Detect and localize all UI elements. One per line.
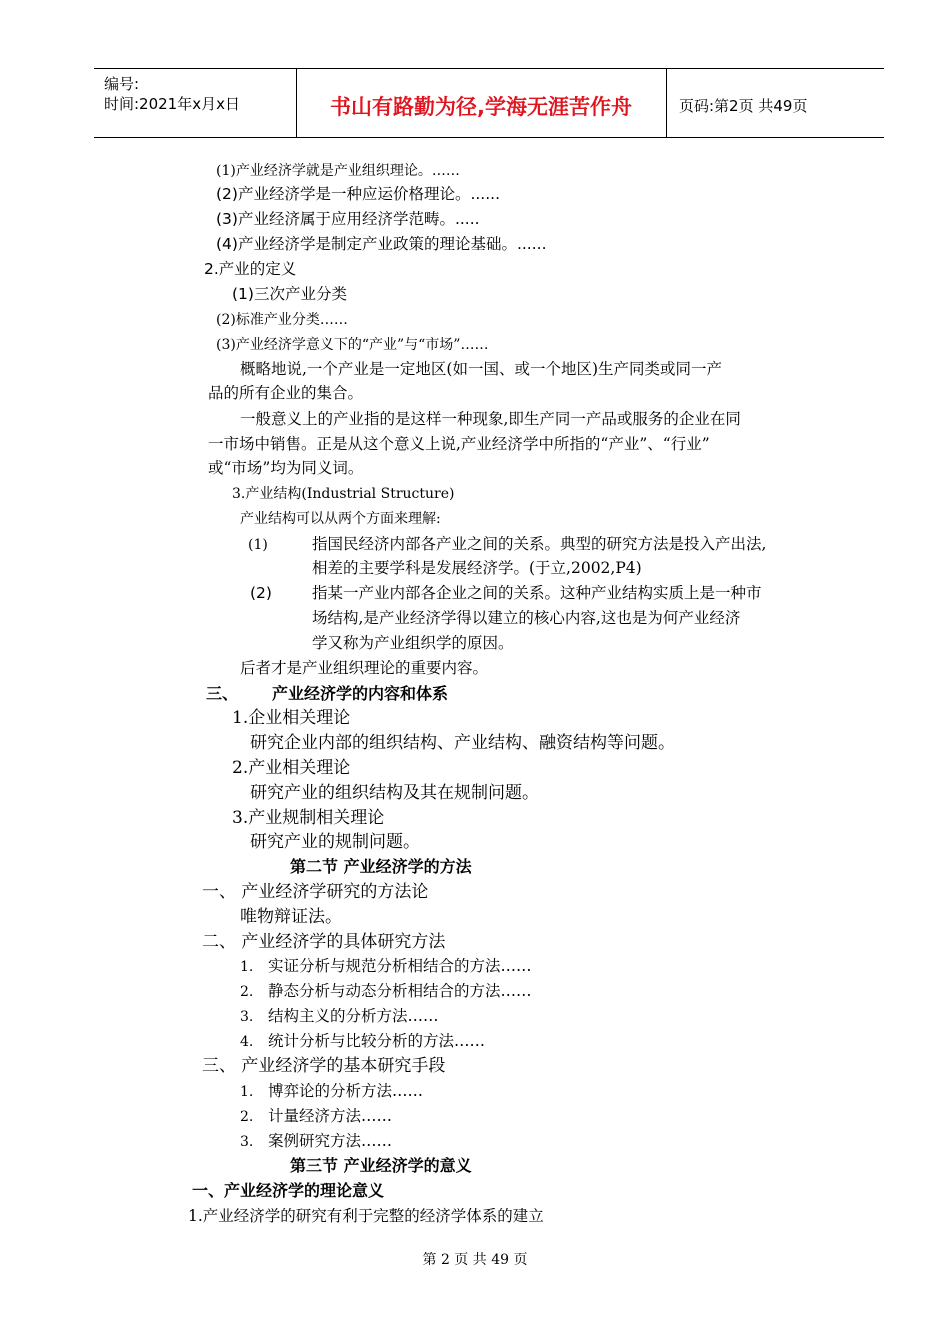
subsection-heading: 2.产业相关理论 [232, 758, 351, 778]
body-line: 指国民经济内部各产业之间的关系。典型的研究方法是投入产出法, [312, 535, 767, 553]
list-number: (1) [248, 537, 268, 553]
list-item: 静态分析与动态分析相结合的方法…… [268, 982, 532, 1000]
body-text: 均为同义词。 [270, 459, 364, 477]
body-line: 产业结构可以从两个方面来理解: [240, 511, 441, 527]
body-line: 一般意义上的产业指的是这样一种现象,即生产同一产品或服务的企业在同 [240, 410, 741, 428]
body-line: (1)产业经济学就是产业组织理论。…… [216, 163, 460, 179]
body-line: 唯物辩证法。 [240, 907, 342, 927]
header-page-cell [667, 69, 884, 137]
section-heading: 一、产业经济学的理论意义 [192, 1181, 385, 1200]
list-number: 3. [240, 1009, 254, 1025]
body-line: (1)三次产业分类 [232, 285, 347, 303]
body-line: 指某一产业内部各企业之间的关系。这种产业结构实质上是一种市 [312, 584, 762, 602]
header-page-info: 页码:第2页 共49页 [679, 97, 808, 115]
header-motto: 书山有路勤为径,学海无涯苦作舟 [330, 95, 632, 119]
list-number: 2. [240, 984, 254, 1000]
list-number: 3. [240, 1134, 254, 1150]
section-heading: 二、 产业经济学的具体研究方法 [202, 932, 446, 952]
list-item: 实证分析与规范分析相结合的方法…… [268, 957, 532, 975]
body-text: 或“市场” [208, 459, 271, 477]
subsection-heading: 3.产业规制相关理论 [232, 808, 385, 828]
list-number: 1. [240, 959, 254, 975]
list-number: 1. [240, 1084, 254, 1100]
body-line: 一市场中销售。正是从这个意义上说,产业经济学中所指的“产业”、“行业” [208, 435, 710, 453]
list-item: 结构主义的分析方法…… [268, 1007, 439, 1025]
body-line: (2)标准产业分类…… [216, 312, 348, 328]
body-line: (2)产业经济学是一种应运价格理论。...... [216, 185, 501, 203]
section-heading: 三、 产业经济学的基本研究手段 [202, 1056, 446, 1076]
header-motto-cell [296, 69, 667, 137]
body-line: 研究产业的组织结构及其在规制问题。 [250, 783, 539, 803]
list-item: 统计分析与比较分析的方法…… [268, 1032, 486, 1050]
body-line: 学又称为产业组织学的原因。 [312, 634, 514, 652]
page-footer: 第 2 页 共 49 页 [422, 1252, 528, 1268]
section-heading: 2.产业的定义 [204, 260, 297, 278]
list-item: 计量经济方法…… [268, 1107, 393, 1125]
list-number: (2) [250, 584, 272, 602]
section-number: 三、 [206, 684, 239, 703]
body-line: (3)产业经济属于应用经济学范畴。..... [216, 210, 480, 228]
body-line: (3)产业经济学意义下的“产业”与“市场”…… [216, 337, 489, 353]
section-heading: 产业经济学的内容和体系 [272, 684, 449, 703]
list-number: 2. [240, 1109, 254, 1125]
body-line: 相差的主要学科是发展经济学。(于立,2002,P4) [312, 559, 642, 577]
document-number-label: 编号: [104, 75, 140, 93]
section-heading: 3.产业结构(Industrial Structure) [232, 486, 455, 502]
body-line: 后者才是产业组织理论的重要内容。 [240, 659, 489, 677]
body-line: 场结构,是产业经济学得以建立的核心内容,这也是为何产业经济 [312, 609, 741, 627]
body-line: 品的所有企业的集合。 [208, 384, 364, 402]
body-line: 研究企业内部的组织结构、产业结构、融资结构等问题。 [250, 733, 675, 753]
page-header [94, 68, 884, 138]
header-meta-cell [94, 69, 297, 137]
chapter-heading: 第二节 产业经济学的方法 [290, 857, 472, 876]
body-line: (4)产业经济学是制定产业政策的理论基础。...... [216, 235, 547, 253]
list-item: 博弈论的分析方法…… [268, 1082, 424, 1100]
chapter-heading: 第三节 产业经济学的意义 [290, 1156, 472, 1175]
body-line: 概略地说,一个产业是一定地区(如一国、或一个地区)生产同类或同一产 [240, 360, 723, 378]
body-line [208, 461, 363, 477]
list-number: 4. [240, 1034, 254, 1050]
body-line: 研究产业的规制问题。 [250, 832, 420, 852]
document-time-label: 时间:2021年x月x日 [104, 95, 240, 113]
body-line: 1.产业经济学的研究有利于完整的经济学体系的建立 [188, 1207, 544, 1225]
list-item: 案例研究方法…… [268, 1132, 393, 1150]
section-heading: 一、 产业经济学研究的方法论 [202, 882, 429, 902]
subsection-heading: 1.企业相关理论 [232, 708, 351, 728]
